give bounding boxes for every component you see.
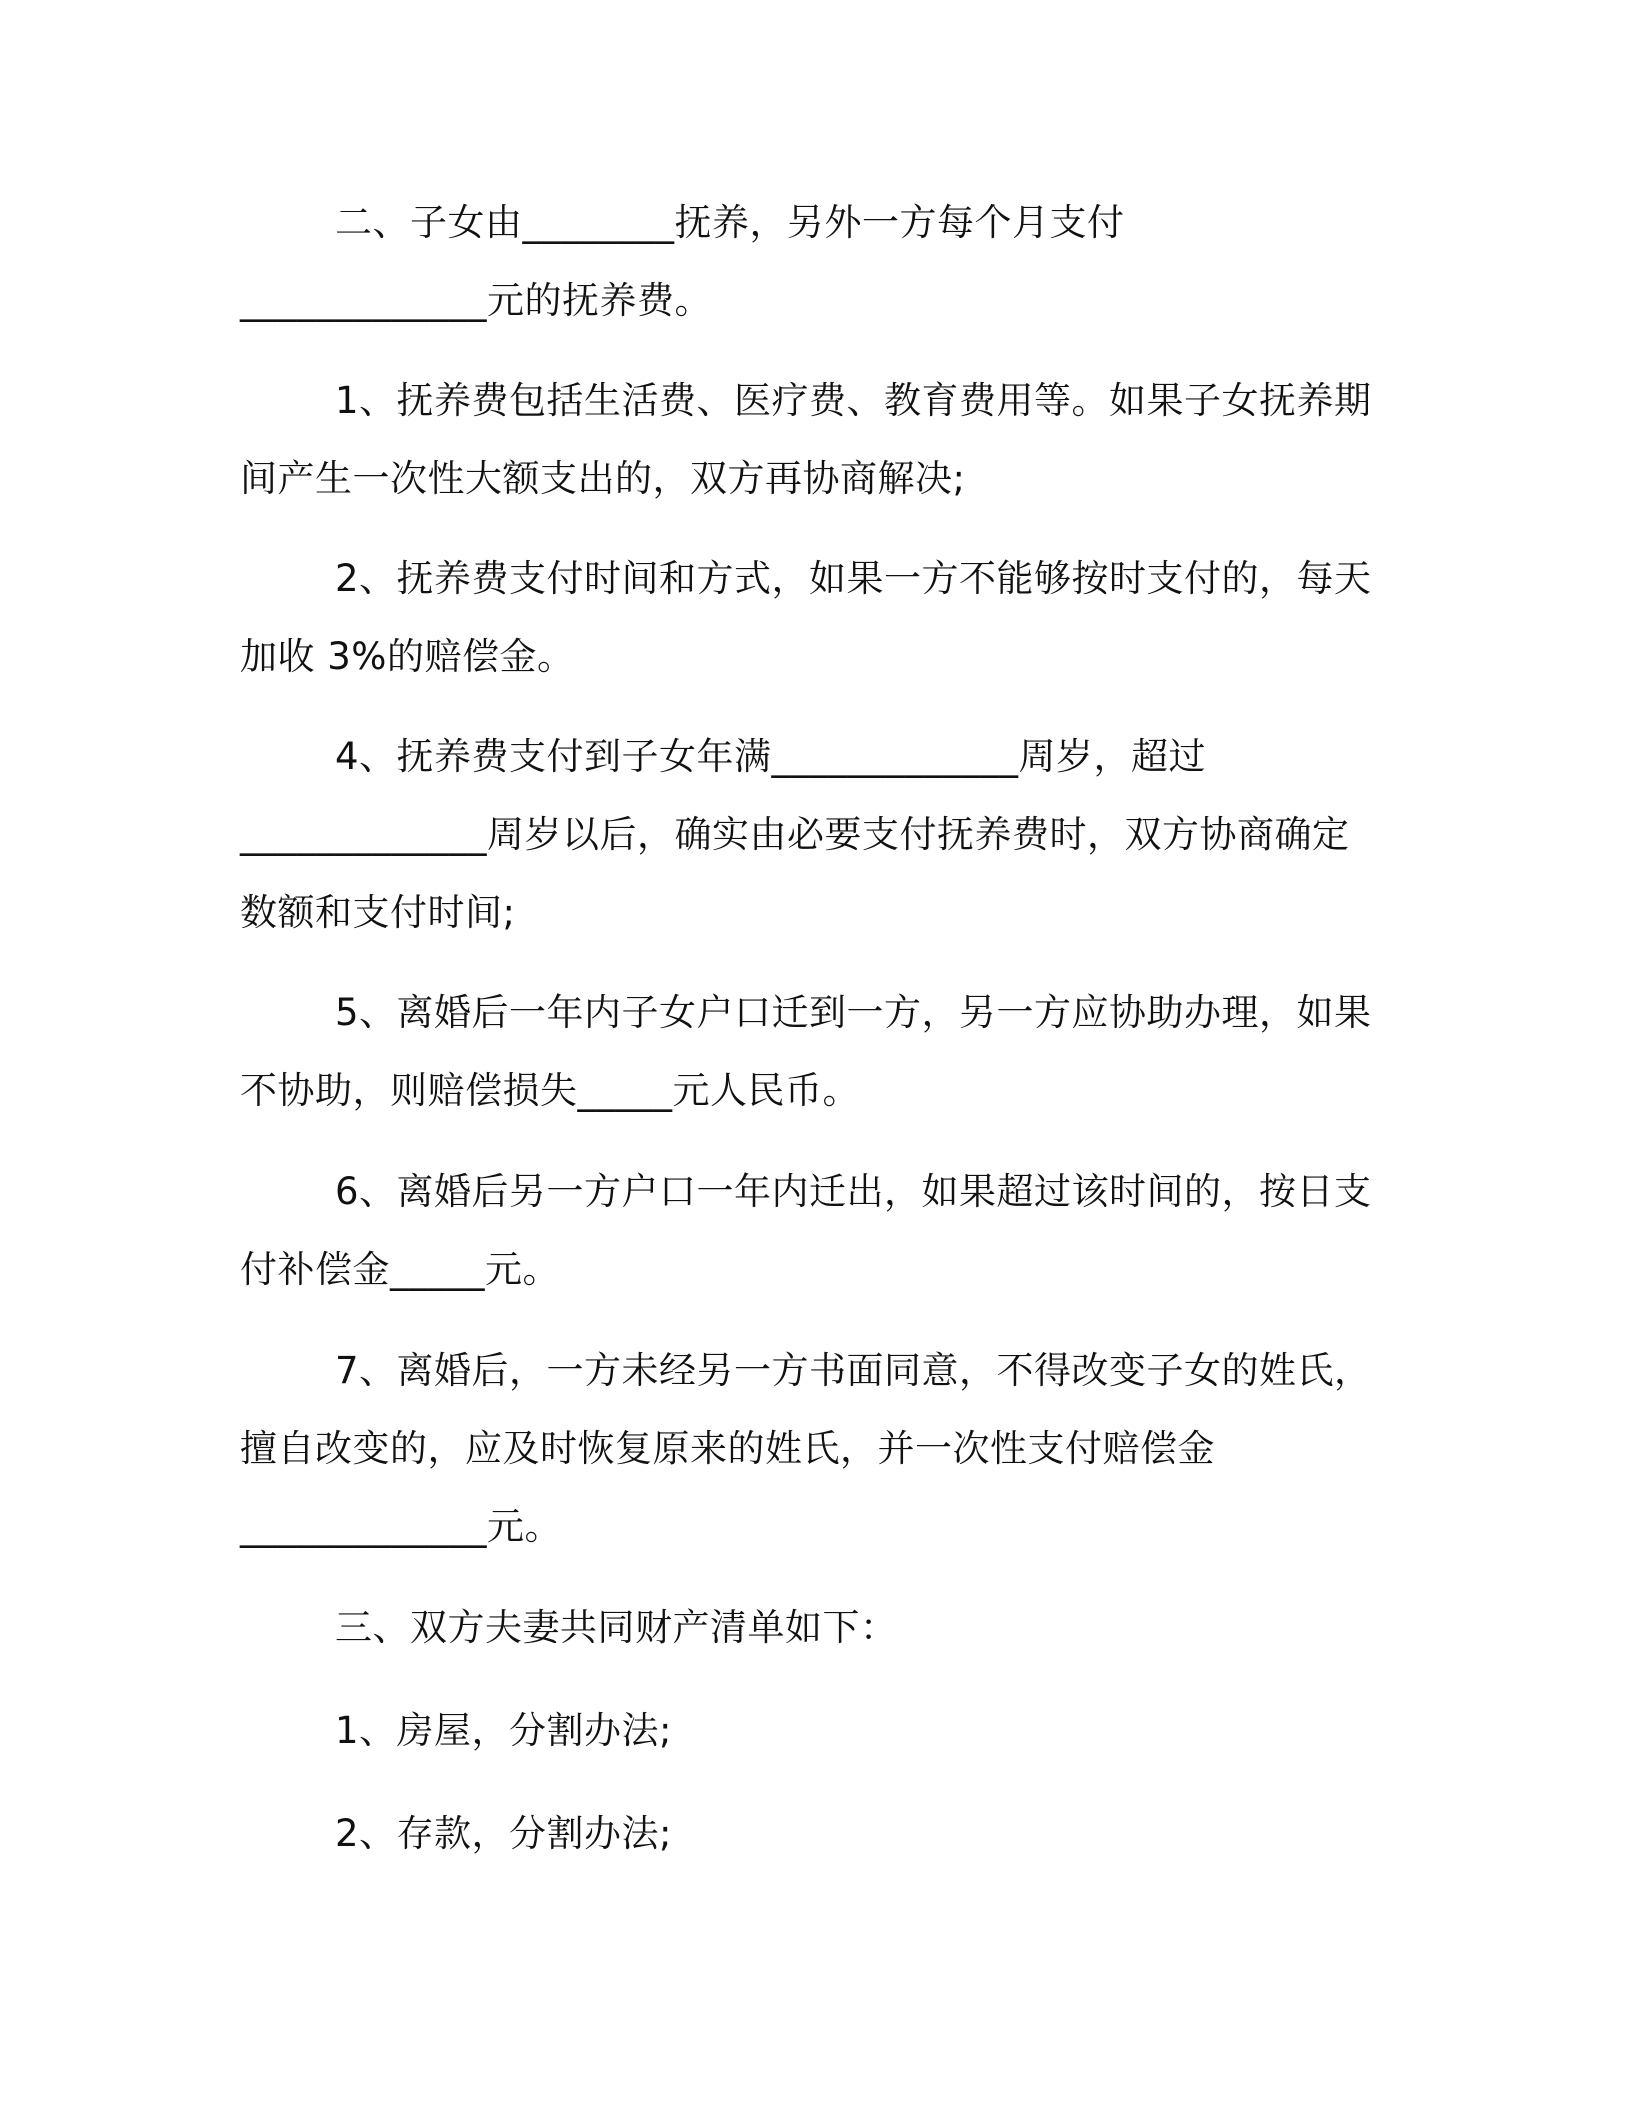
text-line: _____________元的抚养费。 <box>240 279 712 322</box>
text-line: 数额和支付时间; <box>240 891 516 934</box>
paragraph-surname-change <box>240 1332 1380 1566</box>
text-line: 二、子女由________抚养，另外一方每个月支付 <box>335 201 1125 244</box>
paragraph-registration-move-out <box>240 1153 1380 1309</box>
text-line: 5、离婚后一年内子女户口迁到一方，另一方应协助办理，如果 <box>335 991 1372 1034</box>
text-line: _____________周岁以后，确实由必要支付抚养费时，双方协商确定 <box>240 813 1350 856</box>
text-line: 间产生一次性大额支出的，双方再协商解决; <box>240 457 966 500</box>
text-line: 1、房屋，分割办法; <box>335 1709 673 1752</box>
text-line: 不协助，则赔偿损失_____元人民币。 <box>240 1069 860 1112</box>
text-line: 1、抚养费包括生活费、医疗费、教育费用等。如果子女抚养期 <box>335 379 1372 422</box>
text-line: 7、离婚后，一方未经另一方书面同意，不得改变子女的姓氏， <box>335 1349 1372 1392</box>
text-line: 付补偿金_____元。 <box>240 1248 560 1291</box>
text-line: 三、双方夫妻共同财产清单如下： <box>335 1606 898 1649</box>
paragraph-support-age <box>240 718 1380 952</box>
text-line: 2、存款，分割办法; <box>335 1812 673 1855</box>
paragraph-support-fee-scope <box>240 362 1380 518</box>
paragraph-payment-terms <box>240 540 1380 696</box>
text-line: 4、抚养费支付到子女年满_____________周岁，超过 <box>335 735 1207 778</box>
text-line: 6、离婚后另一方户口一年内迁出，如果超过该时间的，按日支 <box>335 1170 1372 1213</box>
list-item-deposits <box>240 1795 1380 1873</box>
text-line: 加收 3%的赔偿金。 <box>240 635 575 678</box>
text-line: _____________元。 <box>240 1505 562 1548</box>
text-line: 2、抚养费支付时间和方式，如果一方不能够按时支付的，每天 <box>335 557 1372 600</box>
list-item-house <box>240 1692 1380 1770</box>
text-line: 擅自改变的，应及时恢复原来的姓氏，并一次性支付赔偿金 <box>240 1427 1215 1470</box>
paragraph-household-registration <box>240 974 1380 1130</box>
paragraph-child-custody <box>240 184 1380 340</box>
section-heading-joint-property <box>240 1589 1380 1667</box>
